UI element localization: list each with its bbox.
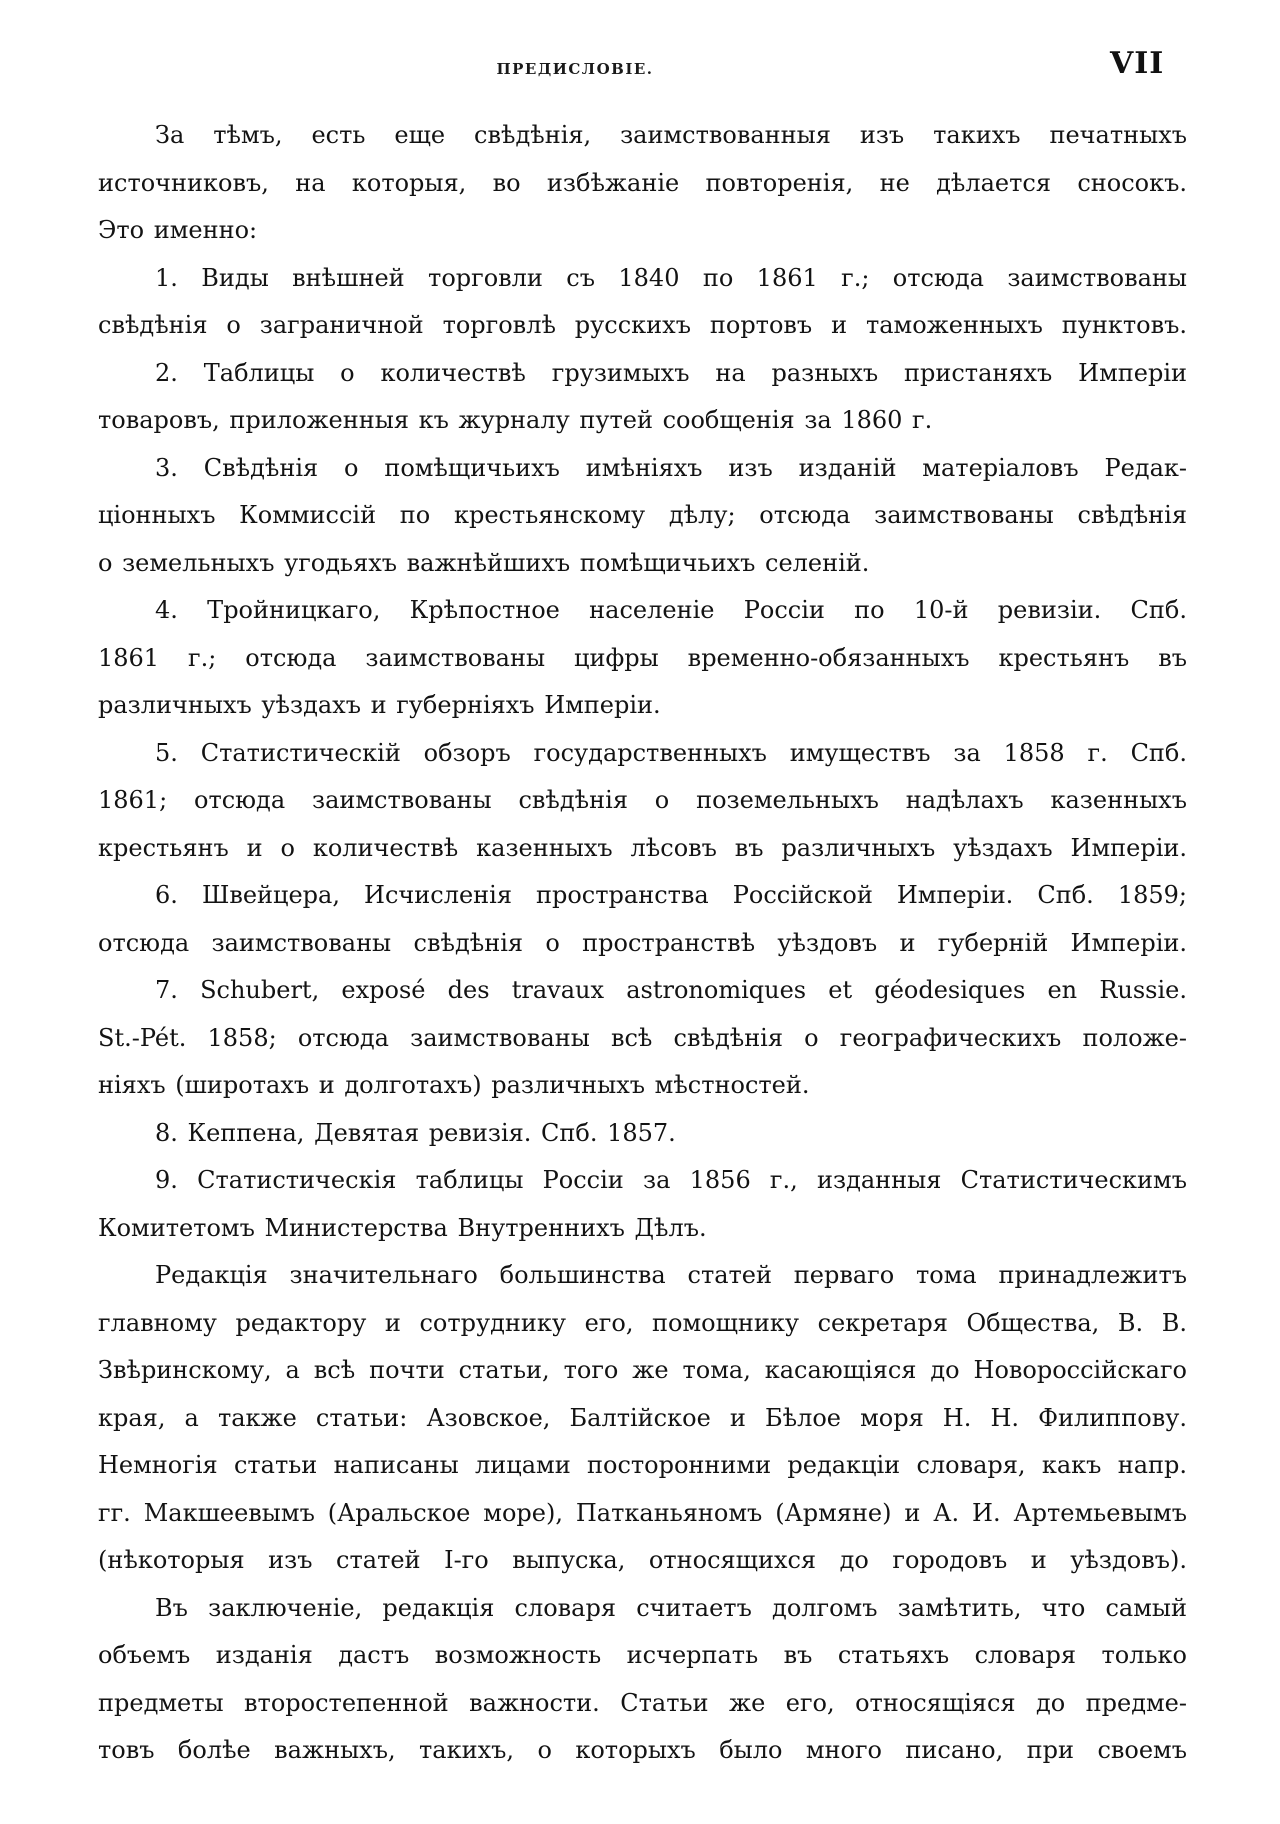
- text-line: предметы второстепенной важности. Статьи же его, относящіяся до предме-: [98, 1688, 1187, 1717]
- text-line: объемъ изданія дастъ возможность исчерпать въ статьяхъ словаря только: [98, 1641, 1187, 1669]
- text-line: товаровъ, приложенныя къ журналу путей сообщенія за 1860 г.: [98, 406, 933, 434]
- paragraph: [98, 445, 1187, 588]
- text-line: 7. Schubert, exposé des travaux astronomiques et géodesiques en Russie.: [155, 976, 1187, 1004]
- text-line: Въ заключеніе, редакція словаря считаетъ долгомъ замѣтить, что самый: [155, 1593, 1187, 1622]
- text-line: 4. Тройницкаго, Крѣпостное населеніе Россіи по 10-й ревизіи. Спб.: [155, 596, 1187, 624]
- text-line: различныхъ уѣздахъ и губерніяхъ Имперіи.: [98, 691, 661, 719]
- text-line: 1861; отсюда заимствованы свѣдѣнія о поземельныхъ надѣлахъ казенныхъ: [98, 786, 1187, 814]
- text-line: (нѣкоторыя изъ статей I-го выпуска, относящихся до городовъ и уѣздовъ).: [98, 1546, 1187, 1574]
- paragraph: [98, 1157, 1187, 1252]
- text-line: 3. Свѣдѣнія о помѣщичьихъ имѣніяхъ изъ изданій матеріаловъ Редак-: [155, 453, 1187, 482]
- text-line: Редакція значительнаго большинства статей перваго тома принадлежитъ: [155, 1261, 1187, 1289]
- page-body: [98, 112, 1187, 1775]
- paragraph: [98, 1110, 1187, 1158]
- paragraph: [98, 350, 1187, 445]
- text-line: Комитетомъ Министерства Внутреннихъ Дѣлъ.: [98, 1213, 707, 1242]
- text-line: о земельныхъ угодьяхъ важнѣйшихъ помѣщичьихъ селеній.: [98, 548, 870, 577]
- paragraph: [98, 1585, 1187, 1775]
- text-line: края, а также статьи: Азовское, Балтійское и Бѣлое моря Н. Н. Филиппову.: [98, 1403, 1187, 1432]
- text-line: товъ болѣе важныхъ, такихъ, о которыхъ было много писано, при своемъ: [98, 1736, 1187, 1764]
- paragraph: [98, 1252, 1187, 1585]
- text-line: гг. Макшеевымъ (Аральское море), Патканьяномъ (Армяне) и А. И. Артемьевымъ: [98, 1498, 1187, 1527]
- text-line: За тѣмъ, есть еще свѣдѣнія, заимствованныя изъ такихъ печатныхъ: [155, 121, 1187, 149]
- paragraph: [98, 967, 1187, 1110]
- text-line: отсюда заимствованы свѣдѣнія о пространствѣ уѣздовъ и губерній Имперіи.: [98, 928, 1187, 957]
- text-line: 2. Таблицы о количествѣ грузимыхъ на разныхъ пристаняхъ Имперіи: [155, 358, 1187, 387]
- text-line: Это именно:: [98, 216, 258, 244]
- text-line: 1. Виды внѣшней торговли съ 1840 по 1861 г.; отсюда заимствованы: [155, 263, 1187, 292]
- page-number: VII: [1110, 46, 1165, 81]
- text-line: источниковъ, на которыя, во избѣжаніе повторенія, не дѣлается сносокъ.: [98, 168, 1187, 197]
- text-line: крестьянъ и о количествѣ казенныхъ лѣсовъ въ различныхъ уѣздахъ Имперіи.: [98, 833, 1187, 862]
- paragraph: [98, 587, 1187, 730]
- text-line: 9. Статистическія таблицы Россіи за 1856 г., изданныя Статистическимъ: [155, 1166, 1187, 1194]
- text-line: 5. Статистическій обзоръ государственныхъ имуществъ за 1858 г. Спб.: [155, 738, 1187, 767]
- text-line: 6. Швейцера, Исчисленія пространства Россійской Имперіи. Спб. 1859;: [155, 881, 1187, 909]
- text-line: свѣдѣнія о заграничной торговлѣ русскихъ портовъ и таможенныхъ пунктовъ.: [98, 311, 1187, 339]
- text-line: 1861 г.; отсюда заимствованы цифры временно-обязанныхъ крестьянъ въ: [98, 643, 1187, 672]
- running-title: ПРЕДИСЛОВІЕ.: [496, 60, 654, 78]
- text-line: ціонныхъ Коммиссій по крестьянскому дѣлу; отсюда заимствованы свѣдѣнія: [98, 501, 1187, 529]
- paragraph: [98, 872, 1187, 967]
- text-line: Немногія статьи написаны лицами посторонними редакціи словаря, какъ напр.: [98, 1451, 1187, 1479]
- text-line: St.-Pét. 1858; отсюда заимствованы всѣ свѣдѣнія о географическихъ положе-: [98, 1023, 1187, 1052]
- text-line: главному редактору и сотруднику его, помощнику секретаря Общества, В. В.: [98, 1308, 1187, 1337]
- text-line: ніяхъ (широтахъ и долготахъ) различныхъ мѣстностей.: [98, 1071, 810, 1099]
- paragraph: [98, 255, 1187, 350]
- paragraph: [98, 112, 1187, 255]
- text-line: Звѣринскому, а всѣ почти статьи, того же тома, касающіяся до Новороссійскаго: [98, 1356, 1187, 1384]
- paragraph: [98, 730, 1187, 873]
- text-line: 8. Кеппена, Девятая ревизія. Спб. 1857.: [155, 1118, 676, 1147]
